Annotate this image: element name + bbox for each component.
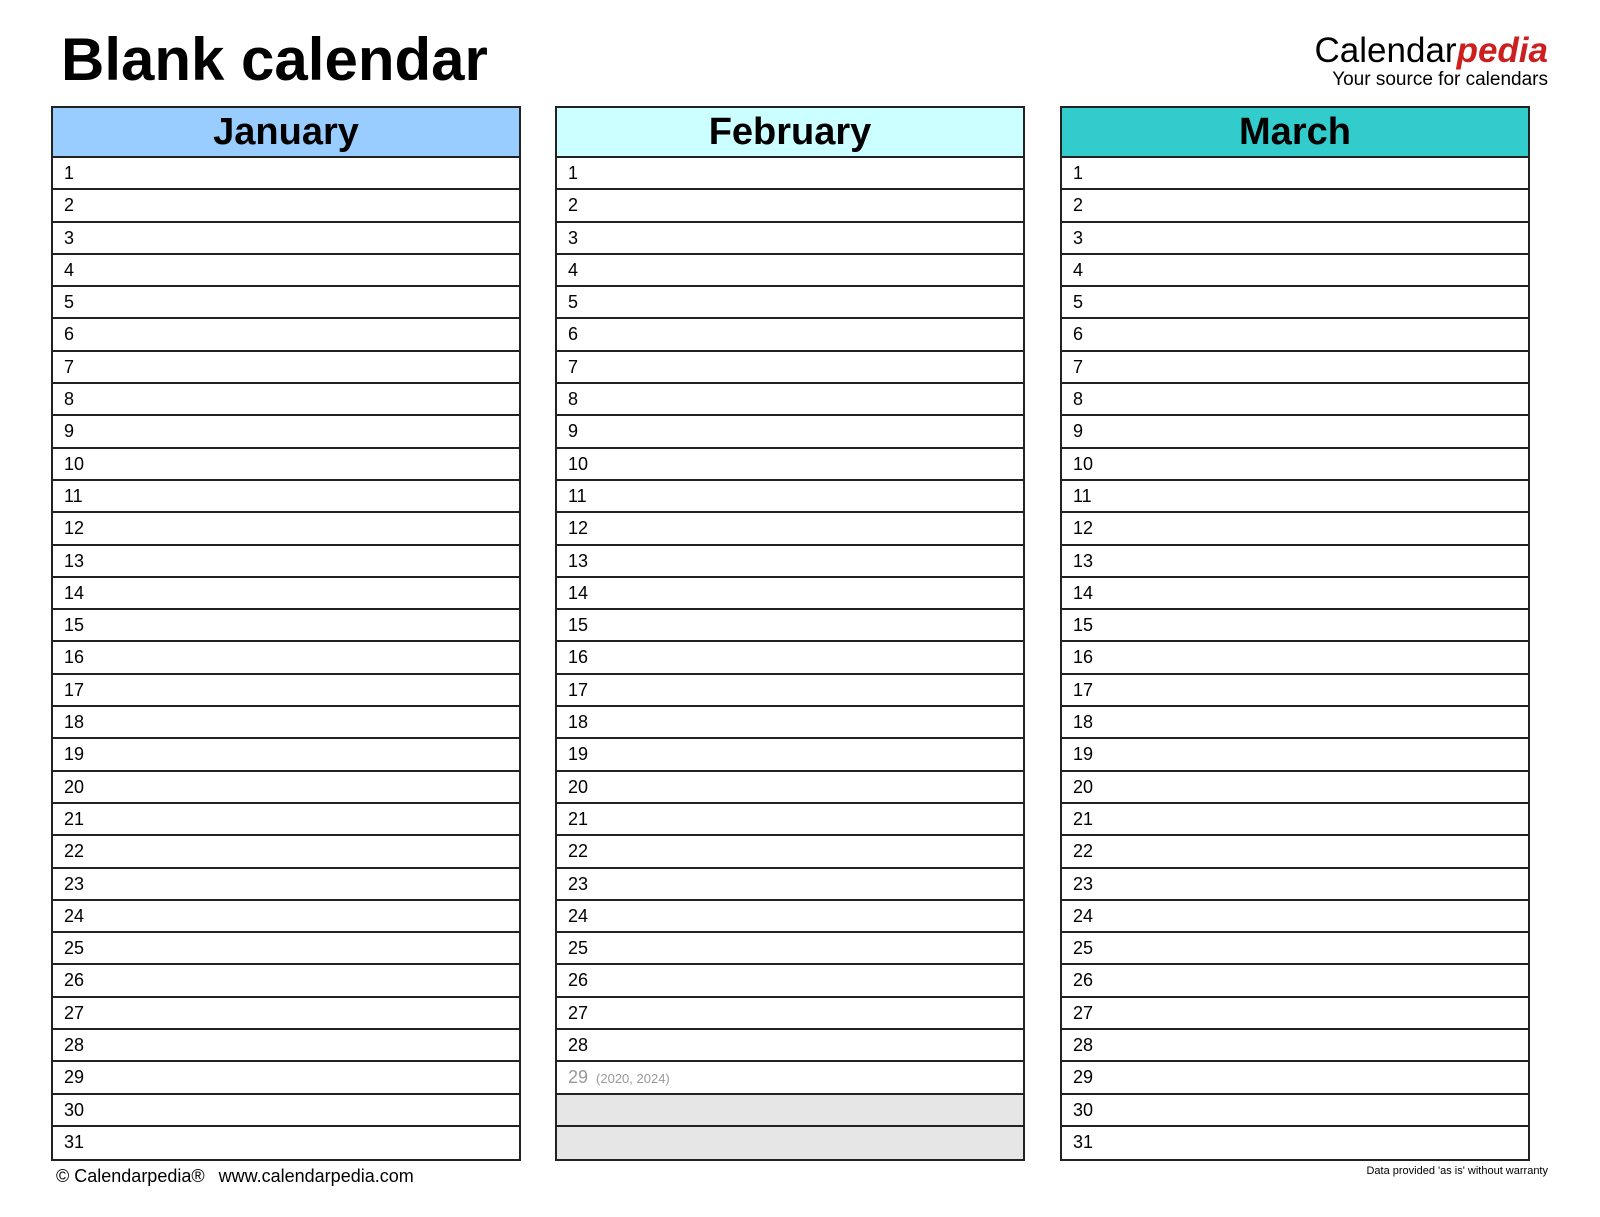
day-number: 8 <box>568 389 579 410</box>
day-number: 14 <box>64 582 85 603</box>
day-row[interactable] <box>1062 1095 1528 1127</box>
day-number: 9 <box>64 421 75 442</box>
day-number: 5 <box>64 292 75 313</box>
footer-credits <box>56 1165 414 1187</box>
day-row[interactable] <box>1062 578 1528 610</box>
day-number: 21 <box>568 808 589 829</box>
day-row[interactable] <box>1062 384 1528 416</box>
day-row[interactable] <box>1062 416 1528 448</box>
day-number: 13 <box>568 550 589 571</box>
day-row[interactable] <box>53 869 519 901</box>
day-number: 3 <box>1073 227 1084 248</box>
day-row[interactable] <box>1062 772 1528 804</box>
day-number: 20 <box>1073 776 1094 797</box>
day-row[interactable] <box>53 1030 519 1062</box>
day-row[interactable] <box>53 675 519 707</box>
day-number: 17 <box>64 679 85 700</box>
day-row[interactable] <box>53 223 519 255</box>
day-number: 1 <box>64 163 75 183</box>
day-row[interactable] <box>557 610 1023 642</box>
empty-day-row <box>557 1095 1023 1127</box>
day-number: 3 <box>568 227 579 248</box>
day-row[interactable] <box>557 1030 1023 1062</box>
month-columns <box>51 106 1554 1163</box>
day-row[interactable] <box>1062 1127 1528 1159</box>
day-row[interactable] <box>1062 965 1528 997</box>
month-header: March <box>1062 108 1528 158</box>
day-number: 6 <box>1073 324 1084 345</box>
day-row[interactable] <box>557 287 1023 319</box>
month-march <box>1060 106 1530 1161</box>
day-row[interactable] <box>557 772 1023 804</box>
day-number: 16 <box>1073 647 1094 668</box>
day-number: 10 <box>568 453 589 474</box>
day-number: 4 <box>1073 259 1084 280</box>
day-number: 24 <box>64 905 85 926</box>
day-row[interactable] <box>53 965 519 997</box>
day-row[interactable] <box>557 190 1023 222</box>
day-row[interactable] <box>557 901 1023 933</box>
day-number: 20 <box>64 776 85 797</box>
website-link[interactable]: www.calendarpedia.com <box>218 1166 414 1186</box>
day-number: 23 <box>64 873 85 894</box>
day-number: 11 <box>1073 485 1092 506</box>
day-number: 2 <box>64 195 75 216</box>
day-number: 18 <box>568 712 589 733</box>
day-row[interactable] <box>1062 933 1528 965</box>
day-number: 26 <box>64 970 85 991</box>
day-number: 30 <box>1073 1099 1094 1120</box>
day-number: 25 <box>568 938 589 959</box>
day-number: 8 <box>64 389 75 410</box>
day-row[interactable] <box>53 416 519 448</box>
day-number: 18 <box>1073 712 1094 733</box>
day-row[interactable] <box>557 255 1023 287</box>
day-number: 22 <box>568 841 589 862</box>
day-number: 12 <box>1073 518 1094 539</box>
day-row[interactable] <box>1062 642 1528 674</box>
disclaimer-text: Data provided 'as is' without warranty <box>1366 1165 1548 1177</box>
day-row[interactable] <box>557 319 1023 351</box>
day-number: 3 <box>64 227 75 248</box>
day-number: 7 <box>1073 356 1084 377</box>
day-row[interactable] <box>1062 1062 1528 1094</box>
day-row[interactable] <box>53 998 519 1030</box>
day-row[interactable] <box>1062 707 1528 739</box>
day-number: 22 <box>1073 841 1094 862</box>
brand-tagline: Your source for calendars <box>1332 69 1548 90</box>
day-row[interactable] <box>1062 675 1528 707</box>
empty-day-row <box>557 1127 1023 1159</box>
day-number: 27 <box>64 1002 85 1023</box>
day-row[interactable] <box>557 869 1023 901</box>
day-row[interactable] <box>557 707 1023 739</box>
day-row[interactable] <box>557 965 1023 997</box>
day-row[interactable] <box>1062 998 1528 1030</box>
month-february <box>555 106 1025 1161</box>
day-number: 8 <box>1073 389 1084 410</box>
day-number: 19 <box>1073 744 1094 765</box>
day-row[interactable] <box>557 642 1023 674</box>
day-number: 17 <box>1073 679 1094 700</box>
day-number: 25 <box>64 938 85 959</box>
day-number: 20 <box>568 776 589 797</box>
day-number: 12 <box>64 518 85 539</box>
day-number: 15 <box>64 615 85 636</box>
day-number: 24 <box>568 905 589 926</box>
day-row[interactable] <box>53 610 519 642</box>
day-number: 5 <box>568 292 579 313</box>
day-number: 23 <box>1073 873 1094 894</box>
day-number: 2 <box>1073 195 1084 216</box>
day-number: 29 <box>1073 1067 1094 1088</box>
month-header: January <box>53 108 519 158</box>
day-number: 6 <box>568 324 579 345</box>
day-row[interactable] <box>557 675 1023 707</box>
brand-name-main: Calendar <box>1314 31 1457 70</box>
day-row[interactable] <box>557 804 1023 836</box>
day-row[interactable] <box>53 449 519 481</box>
day-row[interactable] <box>1062 352 1528 384</box>
page-title: Blank calendar <box>61 26 488 93</box>
day-row[interactable] <box>1062 158 1528 190</box>
day-row[interactable] <box>1062 869 1528 901</box>
day-number: 27 <box>1073 1002 1094 1023</box>
day-row[interactable] <box>557 546 1023 578</box>
day-number: 23 <box>568 873 589 894</box>
day-row[interactable] <box>557 578 1023 610</box>
day-row[interactable] <box>53 772 519 804</box>
day-row[interactable] <box>1062 287 1528 319</box>
brand-name-accent: pedia <box>1456 31 1548 70</box>
day-row[interactable] <box>557 416 1023 448</box>
brand-name <box>1315 32 1548 70</box>
day-number: 14 <box>568 582 589 603</box>
day-row[interactable] <box>1062 546 1528 578</box>
day-number: 16 <box>568 647 589 668</box>
day-number: 27 <box>568 1002 589 1023</box>
day-number: 10 <box>64 453 85 474</box>
day-row[interactable] <box>53 1127 519 1159</box>
day-row[interactable] <box>1062 610 1528 642</box>
day-row[interactable] <box>53 190 519 222</box>
day-number: 13 <box>64 550 85 571</box>
leap-year-note: (2020, 2024) <box>596 1071 670 1087</box>
day-number: 15 <box>1073 615 1094 636</box>
day-row[interactable] <box>557 998 1023 1030</box>
day-row[interactable] <box>53 707 519 739</box>
day-row[interactable] <box>1062 739 1528 771</box>
day-row[interactable] <box>557 352 1023 384</box>
day-number: 11 <box>568 485 587 506</box>
day-row[interactable] <box>557 158 1023 190</box>
day-row[interactable] <box>1062 804 1528 836</box>
day-row[interactable] <box>1062 901 1528 933</box>
day-number: 6 <box>64 324 75 345</box>
day-number: 19 <box>64 744 85 765</box>
day-row[interactable] <box>53 255 519 287</box>
day-row[interactable] <box>557 513 1023 545</box>
day-row[interactable] <box>557 739 1023 771</box>
day-number: 4 <box>568 259 579 280</box>
day-row[interactable] <box>1062 223 1528 255</box>
day-number: 18 <box>64 712 85 733</box>
day-row[interactable] <box>53 513 519 545</box>
day-number: 7 <box>568 356 579 377</box>
day-number: 30 <box>64 1099 85 1120</box>
day-row[interactable] <box>53 1062 519 1094</box>
day-row[interactable] <box>557 384 1023 416</box>
day-row[interactable] <box>53 578 519 610</box>
day-number: 17 <box>568 679 589 700</box>
day-row[interactable] <box>557 933 1023 965</box>
day-row[interactable] <box>1062 319 1528 351</box>
day-number: 28 <box>1073 1035 1094 1056</box>
day-number: 25 <box>1073 938 1094 959</box>
day-row[interactable] <box>1062 190 1528 222</box>
day-number: 15 <box>568 615 589 636</box>
day-row[interactable] <box>1062 449 1528 481</box>
day-row[interactable] <box>53 546 519 578</box>
day-row[interactable] <box>53 319 519 351</box>
day-row[interactable] <box>1062 836 1528 868</box>
day-row[interactable] <box>1062 255 1528 287</box>
day-number: 13 <box>1073 550 1094 571</box>
brand-logo[interactable] <box>1315 32 1548 90</box>
day-row[interactable] <box>53 352 519 384</box>
day-row[interactable] <box>53 1095 519 1127</box>
day-number: 9 <box>1073 421 1084 442</box>
day-row[interactable] <box>557 1062 1023 1094</box>
day-row[interactable] <box>557 449 1023 481</box>
day-number: 26 <box>568 970 589 991</box>
day-row[interactable] <box>557 836 1023 868</box>
day-row[interactable] <box>53 739 519 771</box>
month-header: February <box>557 108 1023 158</box>
day-number: 31 <box>1073 1131 1094 1152</box>
day-row[interactable] <box>557 481 1023 513</box>
day-number: 11 <box>64 485 83 506</box>
day-row[interactable] <box>53 384 519 416</box>
day-number: 12 <box>568 518 589 539</box>
day-row[interactable] <box>53 481 519 513</box>
day-row[interactable] <box>53 804 519 836</box>
day-number: 22 <box>64 841 85 862</box>
day-number: 5 <box>1073 292 1084 313</box>
day-row[interactable] <box>53 642 519 674</box>
copyright-text: © Calendarpedia® <box>56 1166 205 1186</box>
day-number: 4 <box>64 259 75 280</box>
day-number: 26 <box>1073 970 1094 991</box>
day-row[interactable] <box>53 158 519 190</box>
day-row[interactable] <box>53 933 519 965</box>
day-number: 24 <box>1073 905 1094 926</box>
day-row[interactable] <box>1062 513 1528 545</box>
day-row[interactable] <box>1062 1030 1528 1062</box>
day-number: 19 <box>568 744 589 765</box>
day-row[interactable] <box>53 836 519 868</box>
day-number: 21 <box>64 808 85 829</box>
day-number: 21 <box>1073 808 1094 829</box>
month-january <box>51 106 521 1161</box>
day-number: 29 <box>64 1067 85 1088</box>
day-number: 29 <box>568 1067 589 1088</box>
day-number: 1 <box>1073 163 1084 183</box>
day-number: 16 <box>64 647 85 668</box>
day-number: 14 <box>1073 582 1094 603</box>
day-number: 31 <box>64 1131 85 1152</box>
day-number: 28 <box>64 1035 85 1056</box>
day-number: 10 <box>1073 453 1094 474</box>
day-row[interactable] <box>1062 481 1528 513</box>
day-number: 7 <box>64 356 75 377</box>
day-row[interactable] <box>53 287 519 319</box>
day-number: 2 <box>568 195 579 216</box>
day-row[interactable] <box>53 901 519 933</box>
day-number: 28 <box>568 1035 589 1056</box>
day-number: 1 <box>568 163 579 183</box>
day-number: 9 <box>568 421 579 442</box>
day-row[interactable] <box>557 223 1023 255</box>
